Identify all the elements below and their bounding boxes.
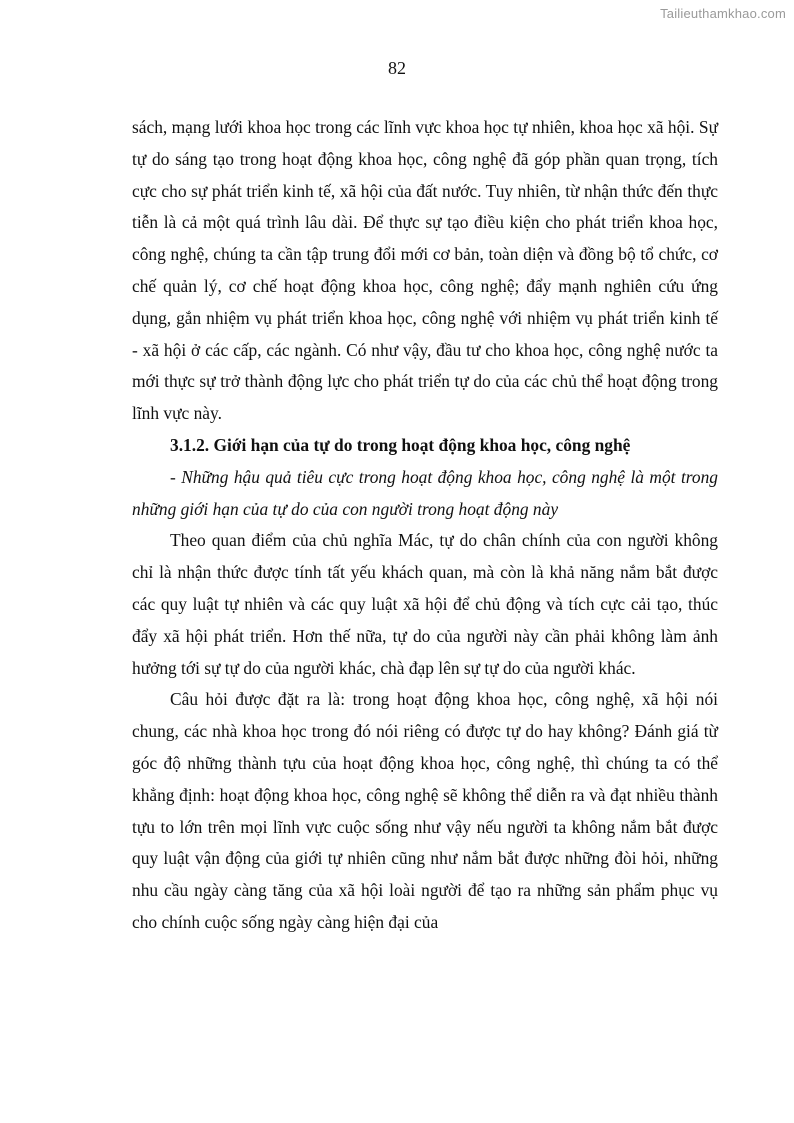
watermark: Tailieuthamkhao.com — [660, 6, 786, 21]
page-number: 82 — [388, 58, 406, 78]
paragraph-continuation: sách, mạng lưới khoa học trong các lĩnh vực khoa học tự nhiên, khoa học xã hội. Sự tự do sáng tạo trong hoạt động khoa học, công nghệ đã góp phần quan trọng, tích cực cho sự phát triển kinh tế, xã hội của đất nước. Tuy nhiên, từ nhận thức đến thực tiễn là cả một quá trình lâu dài. Để thực sự tạo điều kiện cho phát triển khoa học, công nghệ, chúng ta cần tập trung đổi mới cơ bản, toàn diện và đồng bộ tổ chức, cơ chế quản lý, cơ chế hoạt động khoa học, công nghệ; đẩy mạnh nghiên cứu ứng dụng, gắn nhiệm vụ phát triển khoa học, công nghệ với nhiệm vụ phát triển kinh tế - xã hội ở các cấp, các ngành. Có như vậy, đầu tư cho khoa học, công nghệ nước ta mới thực sự trở thành động lực cho phát triển tự do của các chủ thể hoạt động trong lĩnh vực này. — [132, 117, 718, 424]
section-heading: 3.1.2. Giới hạn của tự do trong hoạt động khoa học, công nghệ — [170, 434, 631, 455]
italic-subheading: - Những hậu quả tiêu cực trong hoạt động khoa học, công nghệ là một trong những giới hạn của tự do của con người trong hoạt động này — [132, 466, 718, 519]
paragraph-question: Câu hỏi được đặt ra là: trong hoạt động khoa học, công nghệ, xã hội nói chung, các nhà khoa học trong đó nói riêng có được tự do hay không? Đánh giá từ góc độ những thành tựu của hoạt động khoa học, công nghệ, thì chúng ta có thể khẳng định: hoạt động khoa học, công nghệ sẽ không thể diễn ra và đạt nhiều thành tựu to lớn trên mọi lĩnh vực cuộc sống như vậy nếu người ta không nắm bắt được quy luật vận động của giới tự nhiên cũng như nắm bắt được những đòi hỏi, những nhu cầu ngày càng tăng của xã hội loài người để tạo ra những sản phẩm phục vụ cho chính cuộc sống ngày càng hiện đại của — [132, 689, 718, 932]
paragraph-marxism: Theo quan điểm của chủ nghĩa Mác, tự do chân chính của con người không chỉ là nhận thức được tính tất yếu khách quan, mà còn là khả năng nắm bắt được các quy luật tự nhiên và các quy luật xã hội để chủ động và tích cực cải tạo, thúc đẩy xã hội phát triển. Hơn thế nữa, tự do của người này cần phải không làm ảnh hưởng tới sự tự do của người khác, chà đạp lên sự tự do của người khác. — [132, 530, 718, 678]
document-body — [132, 112, 718, 939]
